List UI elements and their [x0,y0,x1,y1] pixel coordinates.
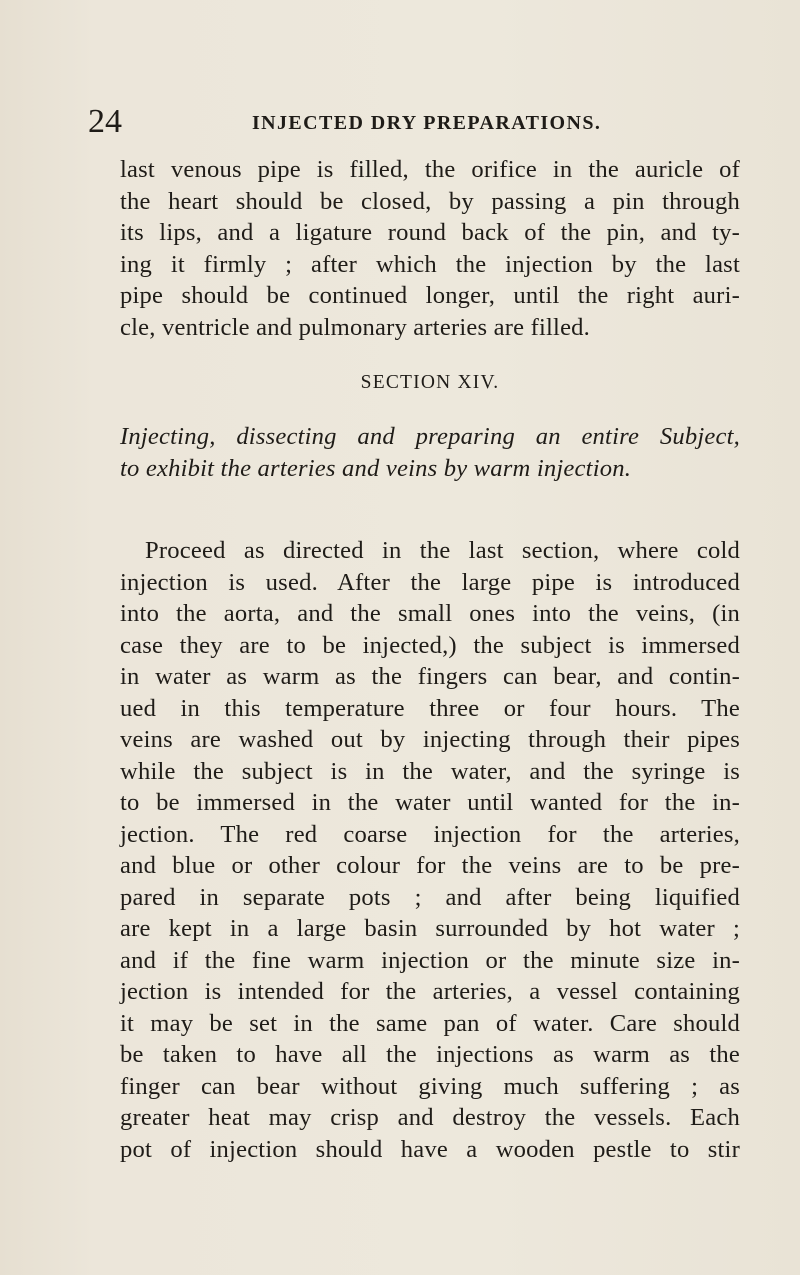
text-line: jection is intended for the arteries, a vessel containing [120,978,740,1005]
subtitle-line: to exhibit the arteries and veins by warm injection. [120,454,632,482]
section-subtitle [120,421,740,484]
text-line: into the aorta, and the small ones into the veins, (in [120,600,740,627]
text-line: and blue or other colour for the veins are to be pre- [120,852,740,879]
subtitle-line: Injecting, dissecting and preparing an entire Subject, [120,423,740,450]
running-head [88,102,748,142]
text-line: pared in separate pots ; and after being liquified [120,883,740,911]
text-line: it may be set in the same pan of water. Care should [120,1009,740,1037]
text-line: ued in this temperature three or four hours. The [120,694,740,722]
paragraph-body [120,535,740,1165]
text-line: be taken to have all the injections as warm as the [120,1041,740,1068]
text-line: greater heat may crisp and destroy the vessels. Each [120,1104,740,1131]
text-line: pipe should be continued longer, until the right auri- [120,282,740,309]
text-line: to be immersed in the water until wanted for the in- [120,789,740,816]
text-line: and if the fine warm injection or the minute size in- [120,946,740,974]
text-line: ing it firmly ; after which the injection by the last [120,250,740,278]
text-line: the heart should be closed, by passing a pin through [120,187,740,215]
text-line: are kept in a large basin surrounded by hot water ; [120,915,740,942]
paragraph-continued [120,154,740,343]
text-line: veins are washed out by injecting through their pipes [120,726,740,753]
text-line: pot of injection should have a wooden pestle to stir [120,1135,740,1163]
text-line: jection. The red coarse injection for the arteries, [120,820,740,848]
section-heading: SECTION XIV. [360,372,500,393]
text-line: last venous pipe is filled, the orifice in the auricle of [120,156,740,183]
text-line: finger can bear without giving much suffering ; as [120,1072,740,1100]
page-number: 24 [88,103,122,140]
text-line: Proceed as directed in the last section, where cold [145,537,740,564]
text-line: case they are to be injected,) the subject is immersed [120,631,740,659]
text-line: cle, ventricle and pulmonary arteries are filled. [120,313,591,341]
text-line: in water as warm as the fingers can bear, and contin- [120,663,740,690]
text-line: its lips, and a ligature round back of the pin, and ty- [120,219,740,246]
text-line: while the subject is in the water, and the syringe is [120,757,740,785]
text-line: injection is used. After the large pipe is introduced [120,568,740,596]
running-title: INJECTED DRY PREPARATIONS. [252,112,602,134]
